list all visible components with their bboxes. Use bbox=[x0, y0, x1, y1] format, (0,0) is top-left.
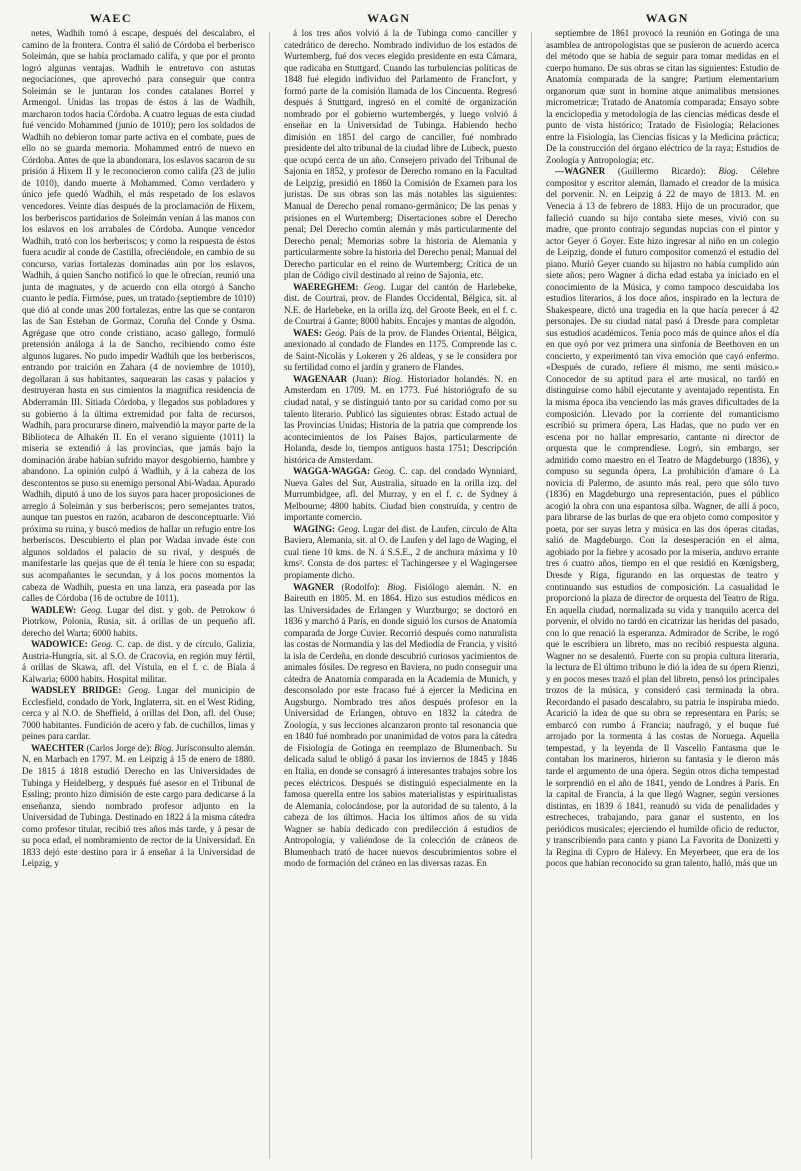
entry-category-label: Biog. bbox=[387, 581, 407, 592]
entry-headword: WAGGA-WAGGA: bbox=[293, 466, 371, 477]
entry-text: País de la prov. de Flandes Oriental, Bélgica, anexionado al condado de Flandes en 1175. Comprende las c. de Saint-Nicolás y Lokeren y 26 aldeas, y se le considera por su fertilidad como el jardín y granero de Flandes. bbox=[284, 327, 517, 373]
dictionary-entry bbox=[546, 166, 779, 869]
entry-text: á los tres años volvió á la de Tubinga como canciller y catedrático de derecho. Nombrado individuo de los estados de Wurtemberg, fué dos veces elegido presidente en esta Cámara, que radicaba en Stuttgard. Cuando las turbulencias políticas de 1848 fué elegido individuo del Parlamento de Francfort, y formó parte de la comisión llamada de los Cincuenta. Regresó después á Stuttgard, ingresó en el comité de organización nombrado por el gobierno wurtembergés, y luego volvió á enseñar en la Universidad de Tubinga. Habiendo hecho dimisión en 1851 del cargo de canciller, fué nombrado presidente del alto tribunal de la ciudad libre de Lubeck, puesto que ocupó cerca de un año. Consejero privado del Tribunal de Sajonia en 1852, y profesor de Derecho romano en la Facultad de Leipzig, presidió en 1860 la Comisión de Examen para los juristas. De sus obras son las más notables las siguientes: Manual de Derecho penal romano-germánico; De las penas y prisiones en el Wurtemberg; Disertaciones sobre el Derecho penal; Del Derecho común alemán y más particularmente del Derecho penal; Memorias sobre la historia de Alemania y particularmente sobre la historia del Derecho penal; Manual del Derecho particular en el reino de Wurtemberg; Crítica de un plan de Código civil destinado al reino de Sajonia, etc. bbox=[284, 28, 517, 281]
dictionary-entry bbox=[22, 639, 255, 685]
entry-category-label: Geog. bbox=[373, 466, 396, 477]
entry-headword: WADLEW: bbox=[31, 604, 77, 615]
entry-text: C. cap. del condado Wynniard, Nueva Gales del Sur, Australia, situado en la orilla izq. del Murrumbidgee, afl. del Murray, y en el f. c. de Sydney á Melbourne; 4800 habits. Ciudad bien construída, y centro de importante comercio. bbox=[284, 466, 517, 523]
entry-category-label: Geog. bbox=[128, 685, 151, 696]
header-left-guideword: WAEC bbox=[90, 10, 133, 25]
entry-headword: —WAGNER bbox=[555, 166, 606, 177]
column-middle bbox=[284, 28, 517, 1163]
dictionary-entry bbox=[284, 282, 517, 328]
entry-category-label: Geog. bbox=[80, 604, 103, 615]
entry-category-label: Geog. bbox=[337, 523, 360, 534]
dictionary-entry bbox=[22, 685, 255, 743]
dictionary-entry bbox=[284, 328, 517, 374]
entry-category-label: Biog. bbox=[154, 742, 174, 753]
column-divider bbox=[269, 32, 270, 1159]
dictionary-entry bbox=[284, 374, 517, 466]
entry-continuation bbox=[284, 28, 517, 282]
entry-text: Lugar del cantón de Harlebeke, dist. de Courtrai, prov. de Flandes Occidental, Bélgica, sit. al N.E. de Harlebeke, en la orilla izq. del Groote Beek, en el f. c. de Courtrai á Gante; 8000 habits. Encajes y mantas de algodón. bbox=[284, 281, 517, 327]
entry-category-label: Biog. bbox=[718, 166, 738, 177]
entry-headword: WADSLEY BRIDGE: bbox=[31, 685, 122, 696]
column-right bbox=[546, 28, 779, 1163]
entry-category-label: Geog. bbox=[90, 639, 113, 650]
entry-qualifier: (Juan): bbox=[347, 373, 378, 384]
column-left bbox=[22, 28, 255, 1163]
header-right-guideword: WAGN bbox=[645, 10, 689, 25]
entry-headword: WAGING: bbox=[293, 523, 336, 534]
column-divider bbox=[531, 32, 532, 1159]
entry-headword: WAES: bbox=[293, 327, 322, 338]
entry-text: Lugar del dist. de Laufen, círculo de Alta Baviera, Alemania, sit. al O. de Laufen y del lago de Waging, el cual tiene 10 kms. de N. á S.S.E., 2 de anchura máxima y 10 kms². Consta de dos partes: el Tachingersee y el Wagingersee propiamente dicho. bbox=[284, 523, 517, 580]
entry-headword: WAGENAAR bbox=[293, 373, 348, 384]
entry-qualifier: (Carlos Jorge de): bbox=[84, 742, 152, 753]
entry-category-label: Biog. bbox=[382, 373, 403, 384]
header-center-guideword: WAGN bbox=[367, 10, 411, 25]
entry-continuation bbox=[546, 28, 779, 166]
dictionary-entry bbox=[22, 743, 255, 870]
entry-text: Jurisconsulto alemán. N. en Marbach en 1797. M. en Leipzig á 15 de enero de 1880. De 1815 á 1818 estudió Derecho en las Universidades de Tubinga y Heidelberg, y después fué asesor en el Tribunal de Essling; pronto hizo dimisión de este cargo para dedicarse á la enseñanza, siendo nombrado profesor adjunto en la Universidad de Tubinga. Destinado en 1822 á la misma cátedra como profesor titular, recibió tres años más tarde, y á pesar de su poca edad, el nombramiento de rector de la Universidad. En 1833 dejó este destino para ir á enseñar á la Universidad de Leipzig, y bbox=[22, 742, 255, 869]
entry-text: Célebre compositor y escritor alemán, llamado el creador de la música del porvenir. N. en Leipzig á 22 de mayo de 1813. M. en Venecia á 13 de febrero de 1883. Hijo de un procurador, que falleció cuando su hijo contaba siete meses, vivió con su madre, que pronto contrajo segundas nupcias con el pintor y actor Geyer ó Goyer. Este hizo ingresar al niño en un colegio de Leipzig, donde el futuro compositor comenzó el estudio del piano. Murió Geyer cuando su hijastro no había cumplido aún siete años; pero Wagner á dicha edad estaba ya iniciado en el conocimiento de la Música, y como tampoco descuidaba los estudios literarios, á los doce años, inspirado en la lectura de Shakespeare, dictó una tragedia en la que hacía perecer á 42 personajes. De su ciudad natal pasó á Dresde para completar sus estudios académicos. Tenía poco más de quince años el día en que oyó por vez primera una sinfonía de Beethoven en un concierto, y experimentó tan viva emoción que cayó enfermo. «Después de curado, refiere él mismo, me sentí músico.» Conocedor de su aptitud para el arte musical, no tardó en distinguirse como hábil ejecutante y aventajado repentista. En la misma época iba venciendo las más graves dificultades de la composición. Llevado por la corriente del romanticismo escribió su primera ópera, Las Hadas, que no pudo ver en escena por no hallar empresario, cantante ni director de orquesta que le comprendiese. Logró, sin embargo, ser admitido como maestro en el Teatro de Magdeburgo (1836), y compuso su segunda ópera, La prohibición d'amare ó La novicia di Palermo, de asunto más real, pero que sólo tuvo (1836) en Magdeburgo una representación, pues el público acogió la obra con una espantosa silba. Wagner, de allí á poco, para librarse de las burlas de que era objeto como compositor y poeta, por ser suyas letra y música en las dos óperas citadas, salió de Magdeburgo. Con la desesperación en el alma, agobiado por la fiebre y acosado por la miseria, anduvo errante tres ó cuatro años, tiempo en el que residió en Kœnigsberg, Dresde y Riga, figurando en las orquestas de teatro y continuando sus estudios de composición. La casualidad le proporcionó la plaza de director de orquesta del Teatro de Riga. En aquella ciudad, normalizada su vida y tranquilo acerca del porvenir, el olvido no tardó en cicatrizar las heridas del pasado, con lo que renació la esperanza. Admirador de Scribe, le rogó que le escribiera un libreto, mas no recibió respuesta alguna. Wagner no se desalentó. Fuerte con su propia cultura literaria, la lectura de El último tribuno le dió la idea de su ópera Rienzi, y en pocos meses trazó el plan del libreto, pensó los principales trozos de la música, y consideró casi terminada la obra. Recordando el pasado descalabro, su patria le inspiraba miedo. Acarició la idea de que su obra se representara en París; se embarcó con rumbo á Francia; naufragó, y el buque fué arrojado por la tormenta á las costas de Noruega. Aquella tempestad, y la leyenda de Il Vascello Fantasma que le contaban los marineros, hirieron su fantasía y le dieron más tarde el argumento de una ópera. Según otros dicha tempestad le sorprendió en el año de 1841, yendo de Londres á París. En la capital de Francia, á la que llegó Wagner, según versiones distintas, en 1839 ó 1841, reanudó su vida de penalidades y estrecheces, trabajando, para ganar el sustento, en los periódicos musicales; ejerciendo el humilde oficio de reductor, y transcribiendo para canto y piano La Favorita de Donizetti y la Regina di Cypro de Halevy. En Meyerbeer, que era de los pocos que habían reconocido su gran talento, halló, más que un bbox=[546, 166, 779, 869]
entry-headword: WAEREGHEM: bbox=[293, 281, 359, 292]
dictionary-entry bbox=[22, 605, 255, 640]
entry-headword: WAGNER bbox=[293, 581, 335, 592]
entry-text: netes, Wadhih tomó á escape, después del descalabro, el camino de la frontera. Contra él salió de Córdoba el berberisco Soleimán, que se había proclamado califa, y que por el pronto logró algunas ventajas. Wadhih le entretuvo con astutas negociaciones, que aprovechó para conseguir que contra Soleimán se le juntaran los condes catalanes Borrel y Armengol. Unidas las tropas de éstos á las de Wadhih, marcharon todos hacia Córdoba. A cuatro leguas de esta ciudad fué vencido Mohammed (junio de 1010); pero los soldados de Wadhih no debieron tomar parte activa en el combate, pues de ello no se guarda memoria. Mohammed entró de nuevo en Córdoba. Antes de que la abandonara, los eslavos sacaron de su prisión á Hixem II y le reconocieron como califa (23 de julio de 1010), dando muerte á Mohammed. Como verdadero y único jefe quedó Wadhih, el más respetado de los eslavos vencedores. Veinte días después de la proclamación de Hixem, los berberiscos partidarios de Soleimán venían á las manos con los eslavos en los arrabales de Córdoba. Aunque vencedor Wadhih, trató con los berberiscos; y como la respuesta de éstos fuera acudir al conde de Castilla, ofreciéndole, en cambio de su concurso, varias fortalezas dominadas aún por los eslavos, Wadhih, á quien Sancho notificó lo que le ofrecían, reunió una junta de magnates, y de acuerdo con ella otorgó á Sancho cuanto le pedía. Firmóse, pues, un tratado (septiembre de 1010) que dió al conde unas 200 fortalezas, entre las que se contaron las de San Esteban de Gormaz, Coruña del Conde y Osma. Agrégase que otro conde cristiano, acaso gallego, formuló pretensión análoga á la de Sancho, recibiendo como éste algunos lugares. No pudo impedir Wadhih que los berberiscos, entrando por traición en Zahara (4 de noviembre de 1010), degollaran á sus habitantes, saquearan las casas y palacios y destruyeran hasta en sus cimientos la magnífica residencia de Abderramán III. Sitiada Córdoba, y llegados sus pobladores y su gobierno á la última extremidad por falta de recursos, Wadhih, para procurarse dinero, malvendió la mayor parte de la Biblioteca de Alhakén II. En el verano siguiente (1011) la miseria se extendió á las provincias, que jamás bajo la dominación árabe habían sufrido mayor desgobierno, hambre y abandono. La opinión culpó á Wadhih, y á la cabeza de los descontentos se puso su enemigo personal Abí-Wadaa. Apurado Wadhih, diputó á uno de los suyos para hacer proposiciones de arreglo á Soleimán y sus berberiscos; pero semejantes tratos, aunque tan puestos en razón, acabaron de desconceptuarle. Vió próxima su ruina, y buscó medios de hallar un refugio entre los berberiscos. Descubierto el plan por Wadaa invade éste con algunos soldados el palacio de su rival, y después de manifestarle las quejas que de él tenía le hiere con su espada; sus acompañantes le secundan, y á los pocos momentos la cabeza de Wadhih, puesta en una lanza, era paseada por las calles de Córdoba (16 de octubre de 1011). bbox=[22, 28, 255, 604]
entry-qualifier: (Rodolfo): bbox=[334, 581, 380, 592]
entry-text: septiembre de 1861 provocó la reunión en Gotinga de una asamblea de antropologistas que se pusieron de acuerdo acerca del método que se había de seguir para tomar medidas en el cuerpo humano. De sus obras se citan las siguientes: Estudio de Anatomía comparada de la sangre; Partium elementarium organorum quæ sunt in homine atque animalibus mensiones micrometricæ; Tratado de Anatomía comparada; Ensayo sobre la enciclopedia y metodología de las ciencias médicas desde el punto de vista histórico; Tratado de Fisiología; Relaciones entre la Fisiología, las Ciencias físicas y la Medicina práctica; De la construcción del órgano eléctrico de la raya; Estudios de Zoología y Antropología; etc. bbox=[546, 28, 779, 165]
entry-category-label: Geog. bbox=[324, 327, 347, 338]
entry-headword: WADOWICE: bbox=[31, 639, 88, 650]
entry-text: Historiador holandés. N. en Amsterdam en 1709. M. en 1773. Fué historiógrafo de su ciudad natal, y se distinguió tanto por su caridad como por su talento literario. Publicó las siguientes obras: Estado actual de las Provincias Unidas; Historia de la patria que comprende los acontecimientos de los Países Bajos, particularmente de Holanda, desde lo, tiempos antiguos hasta 1751; Descripción histórica de Amsterdam. bbox=[284, 373, 517, 465]
dictionary-entry bbox=[284, 582, 517, 870]
running-header bbox=[22, 8, 779, 28]
text-columns bbox=[22, 28, 779, 1163]
entry-text: C. cap. de dist. y de círculo, Galizia, Austria-Hungría, sit. al S.O. de Cracovia, en región muy fértil, á orillas de Skawa, afl. del Vístula, en el f. c. de Biala á Kalwaria; 6000 habits. Hospital militar. bbox=[22, 639, 255, 684]
entry-continuation bbox=[22, 28, 255, 605]
dictionary-entry bbox=[284, 466, 517, 524]
entry-headword: WAECHTER bbox=[31, 742, 85, 753]
entry-text: Lugar del dist. y gob. de Petrokow ó Piotrkow, Polonia, Rusia, sit. á orillas de un pequeño afl. derecho del Warta; 6000 habits. bbox=[22, 604, 255, 638]
entry-text: Lugar del municipio de Ecclesfield, condado de York, Inglaterra, sit. en el West Riding, cerca y al N.O. de Sheffield, á orillas del Don, afl. del Ouse; 7000 habitantes. Fundición de acero y fab. de cuchillos, limas y peines para cardar. bbox=[22, 685, 255, 742]
dictionary-entry bbox=[284, 524, 517, 582]
entry-text: Fisiólogo alemán. N. en Baireuth en 1805. M. en 1864. Hizo sus estudios médicos en las Universidades de Erlangen y Wurzburgo; se doctoró en 1836 y marchó á París, en donde siguió los cursos de Anatomía comparada de Jorge Cuvier. Recorrió después como naturalista las costas de Normandía y las del Mediodía de Francia, y visitó la isla de Cerdeña, en donde descubrió curiosos yacimientos de animales fósiles. De regreso en Baviera, no pudo conseguir una cátedra de Anatomía comparada en la Academia de Munich, y desconsolado por este fracaso fué á ejercer la Medicina en Augsburgo. Nombrado tres años después profesor en la Universidad de Erlangen, obtuvo en 1832 la cátedra de Zoología, y sus lecciones alcanzaron pronto tal resonancia que en 1840 fué nombrado por unanimidad de votos para la cátedra de Fisiología de Gotinga en reemplazo de Blumenbach. Su delicada salud le obligó á pasar los inviernos de 1845 y 1846 en Italia, en donde se consagró á interesantes trabajos sobre los peces eléctricos. Después se distinguió especialmente en la famosa querella entre los sabios materialistas y espiritualistas de Alemania, colocándose, por la autoridad de su talento, á la cabeza de los últimos. Hacia los últimos años de su vida Wagner se había dedicado con predilección á estudios de Antropología, y valiéndose de la colección de cráneos de Blumenbach trató de hacer nuevos descubrimientos sobre el modo de formación del cráneo en las diversas razas. En bbox=[284, 581, 517, 869]
entry-category-label: Geog. bbox=[363, 281, 386, 292]
entry-qualifier: (Guillermo Ricardo): bbox=[605, 166, 706, 177]
